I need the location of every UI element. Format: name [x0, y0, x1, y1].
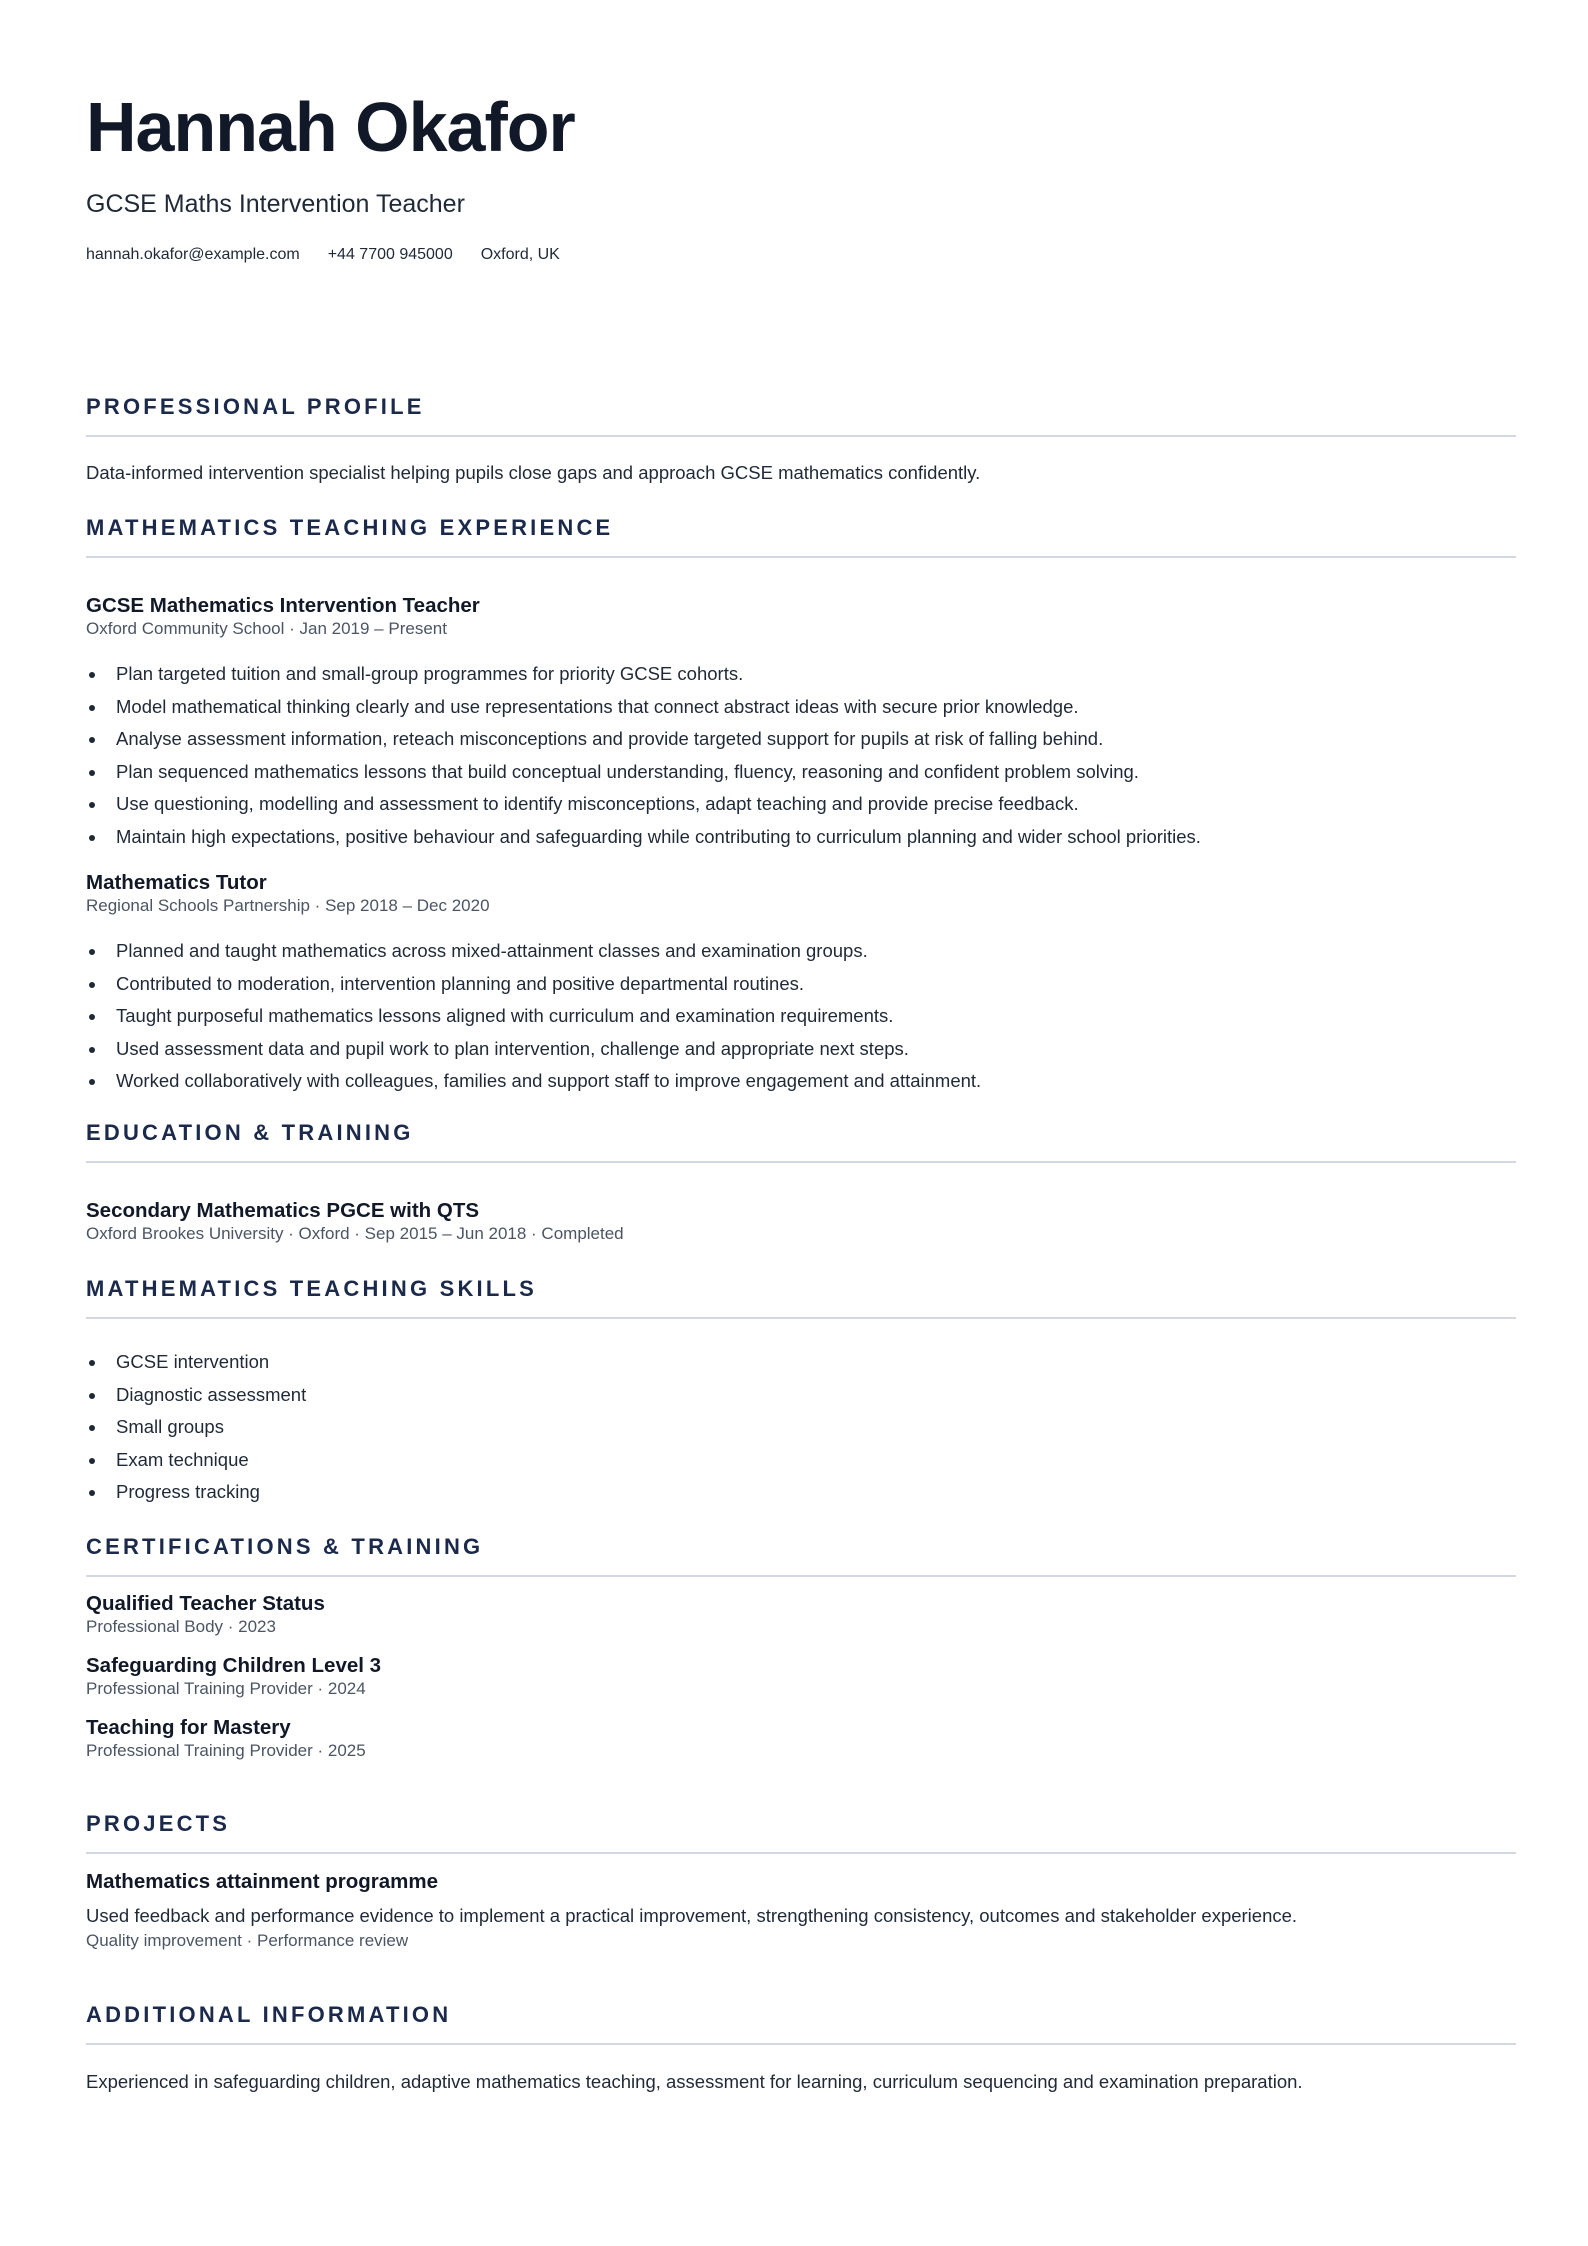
- project-title: Mathematics attainment programme: [86, 1870, 439, 1893]
- list-item: Maintain high expectations, positive behaviour and safeguarding while contributing to curriculum planning and wider school priorities.: [86, 821, 1201, 854]
- certification-title: Safeguarding Children Level 3: [86, 1654, 382, 1677]
- section-divider: [86, 1317, 1516, 1319]
- section-divider: [86, 556, 1516, 558]
- job-title: GCSE Mathematics Intervention Teacher: [86, 594, 480, 617]
- skill-item: Exam technique: [86, 1444, 306, 1477]
- section-profile: [86, 396, 1516, 437]
- section-projects: [86, 1813, 1516, 1854]
- list-item: Model mathematical thinking clearly and use representations that connect abstract ideas with secure prior knowledge.: [86, 691, 1201, 724]
- project-tags: Quality improvement · Performance review: [86, 1931, 409, 1950]
- list-item: Plan sequenced mathematics lessons that build conceptual understanding, fluency, reasoning and confident problem solving.: [86, 756, 1201, 789]
- certification-meta: Professional Training Provider · 2025: [86, 1741, 366, 1760]
- project-description: Used feedback and performance evidence to implement a practical improvement, strengthening consistency, outcomes and stakeholder experience.: [86, 1905, 1298, 1926]
- section-skills: [86, 1278, 1516, 1319]
- section-experience: [86, 517, 1516, 558]
- profile-summary: Data-informed intervention specialist helping pupils close gaps and approach GCSE mathematics confidently.: [86, 462, 981, 483]
- section-heading: MATHEMATICS TEACHING SKILLS: [86, 1276, 538, 1301]
- section-education: [86, 1122, 1516, 1163]
- education-title: Secondary Mathematics PGCE with QTS: [86, 1199, 480, 1222]
- job-meta: Regional Schools Partnership · Sep 2018 – Dec 2020: [86, 896, 490, 915]
- section-heading: PROJECTS: [86, 1811, 231, 1836]
- contact-email: hannah.okafor@example.com: [86, 246, 300, 263]
- contact-phone: +44 7700 945000: [327, 246, 453, 263]
- contact-location: Oxford, UK: [480, 246, 560, 263]
- certification-meta: Professional Body · 2023: [86, 1617, 276, 1636]
- certification-meta: Professional Training Provider · 2024: [86, 1679, 366, 1698]
- list-item: Taught purposeful mathematics lessons aligned with curriculum and examination requirements.: [86, 1000, 981, 1033]
- additional-text: Experienced in safeguarding children, adaptive mathematics teaching, assessment for learning, curriculum sequencing and examination preparation.: [86, 2071, 1303, 2092]
- section-certifications: [86, 1536, 1516, 1577]
- skill-item: GCSE intervention: [86, 1346, 306, 1379]
- section-divider: [86, 1575, 1516, 1577]
- section-heading: MATHEMATICS TEACHING EXPERIENCE: [86, 515, 614, 540]
- skill-item: Diagnostic assessment: [86, 1379, 306, 1412]
- job-meta: Oxford Community School · Jan 2019 – Present: [86, 619, 447, 638]
- section-divider: [86, 1161, 1516, 1163]
- list-item: Use questioning, modelling and assessment to identify misconceptions, adapt teaching and provide precise feedback.: [86, 788, 1201, 821]
- section-heading: EDUCATION & TRAINING: [86, 1120, 414, 1145]
- section-heading: PROFESSIONAL PROFILE: [86, 394, 425, 419]
- section-divider: [86, 1852, 1516, 1854]
- job-bullets: [86, 658, 1201, 853]
- section-heading: CERTIFICATIONS & TRAINING: [86, 1534, 484, 1559]
- candidate-title: GCSE Maths Intervention Teacher: [86, 190, 465, 218]
- certification-title: Teaching for Mastery: [86, 1716, 291, 1739]
- list-item: Worked collaboratively with colleagues, families and support staff to improve engagement and attainment.: [86, 1065, 981, 1098]
- skills-list: [86, 1346, 306, 1509]
- section-heading: ADDITIONAL INFORMATION: [86, 2002, 452, 2027]
- list-item: Planned and taught mathematics across mixed-attainment classes and examination groups.: [86, 935, 981, 968]
- list-item: Analyse assessment information, reteach misconceptions and provide targeted support for pupils at risk of falling behind.: [86, 723, 1201, 756]
- list-item: Contributed to moderation, intervention planning and positive departmental routines.: [86, 968, 981, 1001]
- list-item: Plan targeted tuition and small-group programmes for priority GCSE cohorts.: [86, 658, 1201, 691]
- certification-title: Qualified Teacher Status: [86, 1592, 325, 1615]
- section-additional: [86, 2004, 1516, 2045]
- contact-line: [86, 246, 560, 264]
- skill-item: Small groups: [86, 1411, 306, 1444]
- education-meta: Oxford Brookes University · Oxford · Sep 2015 – Jun 2018 · Completed: [86, 1224, 624, 1243]
- job-title: Mathematics Tutor: [86, 871, 267, 894]
- job-bullets: [86, 935, 981, 1098]
- section-divider: [86, 2043, 1516, 2045]
- section-divider: [86, 435, 1516, 437]
- list-item: Used assessment data and pupil work to plan intervention, challenge and appropriate next steps.: [86, 1033, 981, 1066]
- candidate-name: Hannah Okafor: [86, 88, 575, 166]
- skill-item: Progress tracking: [86, 1476, 306, 1509]
